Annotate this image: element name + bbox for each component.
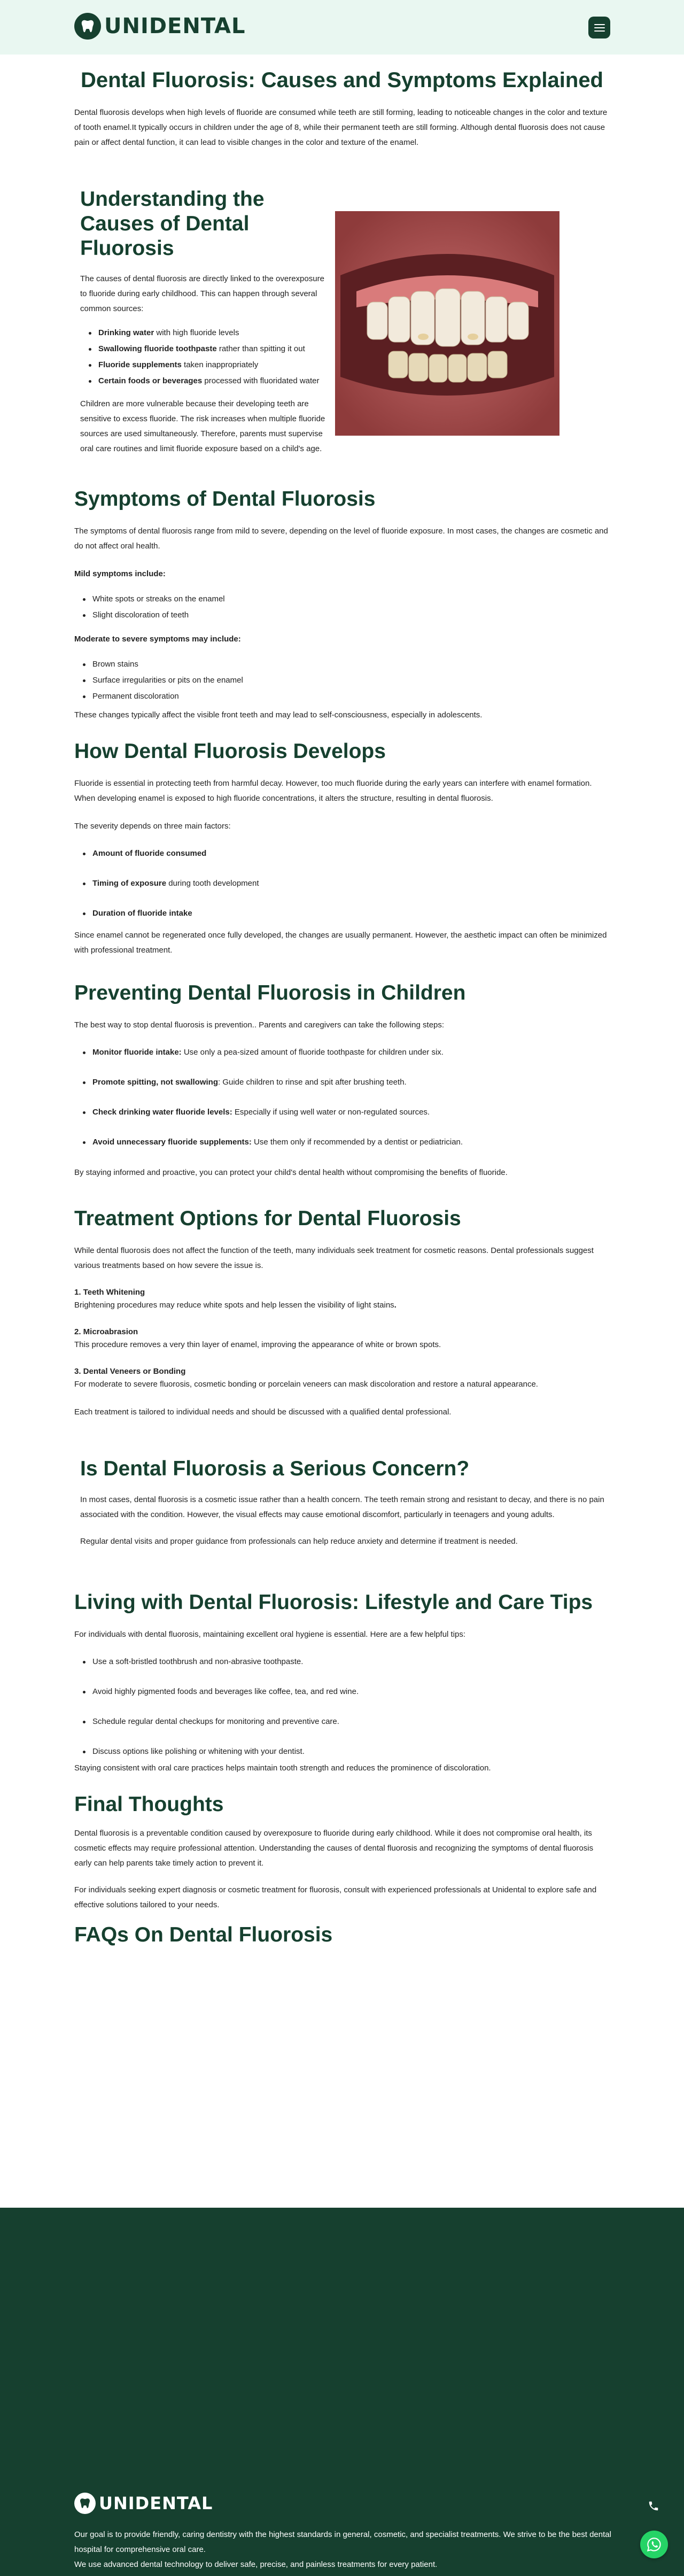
treatment-1-text: Brightening procedures may reduce white spots and help lessen the visibility of light stains. [74,1301,397,1310]
list-item: Check drinking water fluoride levels: Especially if using well water or non-regulated sources. [74,1104,610,1120]
list-item: Schedule regular dental checkups for monitoring and preventive care. [74,1714,610,1730]
footer-logo[interactable] [74,2493,213,2514]
list-item: Swallowing fluoride toothpaste rather than spitting it out [80,341,331,357]
intro-paragraph: Dental fluorosis develops when high levels of fluoride are consumed while teeth are still forming, leading to noticeable changes in the color and texture of tooth enamel.It typically occurs in children under the age of 8, while their permanent teeth are still forming. Although dental fluorosis does not cause pain or affect dental function, it can lead to visible changes in the color and texture of the enamel. [74,108,608,147]
list-item: Discuss options like polishing or whitening with your dentist. [74,1744,610,1760]
living-title: Living with Dental Fluorosis: Lifestyle and Care Tips [74,1591,593,1614]
brand-logo[interactable] [74,13,245,40]
phone-icon[interactable] [648,2500,659,2515]
preventing-intro: The best way to stop dental fluorosis is prevention.. Parents and caregivers can take the following steps: [74,1020,445,1030]
severe-label: Moderate to severe symptoms may include: [74,635,241,644]
footer-desc-1: Our goal is to provide friendly, caring dentistry with the highest standards in general, cosmetic, and specialist treatments. We strive to be the best dental hospital for comprehensive oral care. [74,2530,611,2554]
list-item: Promote spitting, not swallowing: Guide children to rinse and spit after brushing teeth. [74,1074,610,1090]
footer-brand-name: UNIDENTAL [99,2493,213,2513]
list-item: Drinking water with high fluoride levels [80,325,331,341]
causes-outro: Children are more vulnerable because their developing teeth are sensitive to excess fluoride. The risk increases when multiple fluoride sources are used simultaneously. Therefore, parents must supervise oral care routines and limit fluoride exposure based on a child's age. [80,399,325,453]
hamburger-icon-line [594,30,605,32]
treatment-2-text: This procedure removes a very thin layer of enamel, improving the appearance of white or brown spots. [74,1340,441,1349]
list-item: Slight discoloration of teeth [74,607,610,623]
list-item: Avoid unnecessary fluoride supplements: Use them only if recommended by a dentist or pediatrician. [74,1134,610,1150]
preventing-list [74,1045,610,1150]
faq-title: FAQs On Dental Fluorosis [74,1923,333,1946]
list-item: Use a soft-bristled toothbrush and non-abrasive toothpaste. [74,1654,610,1670]
whatsapp-icon [647,2537,662,2552]
severe-list [74,656,610,705]
final-title: Final Thoughts [74,1793,224,1816]
develops-intro: Fluoride is essential in protecting teeth from harmful decay. However, too much fluoride during the early years can interfere with enamel formation. When developing enamel is exposed to high fluoride concentrations, it alters the structure, resulting in dental fluorosis. [74,779,592,803]
treatment-outro: Each treatment is tailored to individual needs and should be discussed with a qualified dental professional. [74,1407,452,1417]
treatment-3-title: 3. Dental Veneers or Bonding [74,1367,186,1376]
list-item: Surface irregularities or pits on the enamel [74,672,610,689]
concern-paragraph-1: In most cases, dental fluorosis is a cosmetic issue rather than a health concern. The teeth remain strong and resistant to decay, and there is no pain associated with the condition. However, the visual effects may cause emotional discomfort, particularly in teenagers and young adults. [80,1495,604,1519]
living-section [74,1591,610,1776]
symptoms-intro: The symptoms of dental fluorosis range from mild to severe, depending on the level of fluoride exposure. In most cases, the changes are cosmetic and do not affect oral health. [74,527,608,551]
list-item: Certain foods or beverages processed with fluoridated water [80,373,331,389]
concern-title: Is Dental Fluorosis a Serious Concern? [80,1457,470,1480]
concern-section [80,1457,609,1549]
treatment-2-title: 2. Microabrasion [74,1327,138,1336]
tooth-icon [74,2493,96,2514]
causes-list [80,325,331,389]
mild-label: Mild symptoms include: [74,569,166,578]
list-item: Brown stains [74,656,610,672]
preventing-outro: By staying informed and proactive, you can protect your child's dental health without compromising the benefits of fluoride. [74,1168,508,1177]
list-item: Permanent discoloration [74,689,610,705]
tips-list [74,1654,610,1760]
list-item: Monitor fluoride intake: Use only a pea-sized amount of fluoride toothpaste for children under six. [74,1045,610,1061]
develops-section [74,740,610,958]
list-item: Duration of fluoride intake [74,906,610,922]
mild-list [74,591,610,623]
hamburger-icon-line [594,27,605,28]
list-item: White spots or streaks on the enamel [74,591,610,607]
intro-section [74,68,610,150]
footer-desc-2: We use advanced dental technology to deliver safe, precise, and painless treatments for every patient. [74,2560,438,2569]
final-paragraph-1: Dental fluorosis is a preventable condition caused by overexposure to fluoride during early childhood. While it does not compromise oral health, its cosmetic effects may require professional attention. Understanding the causes of dental fluorosis and recognizing the symptoms of dental fluorosis early can help parents take timely action to prevent it. [74,1829,594,1868]
list-item: Timing of exposure during tooth development [74,876,610,892]
causes-section [80,187,609,457]
footer-description [74,2527,614,2572]
site-footer [0,2208,684,2576]
list-item: Amount of fluoride consumed [74,846,610,862]
list-item: Avoid highly pigmented foods and beverages like coffee, tea, and red wine. [74,1684,610,1700]
faq-section [74,1923,610,1947]
site-header [0,0,684,55]
symptoms-outro: These changes typically affect the visible front teeth and may lead to self-consciousness, especially in adolescents. [74,710,483,720]
list-item: Fluoride supplements taken inappropriately [80,357,331,373]
treatment-section [74,1207,610,1420]
hamburger-icon-line [594,24,605,25]
causes-title: Understanding the Causes of Dental Fluorosis [80,188,265,260]
symptoms-section [74,488,610,723]
treatment-1-title: 1. Teeth Whitening [74,1288,145,1297]
teeth-photo [335,211,559,436]
causes-intro: The causes of dental fluorosis are directly linked to the overexposure to fluoride during early childhood. This can happen through several common sources: [80,274,324,313]
treatment-intro: While dental fluorosis does not affect the function of the teeth, many individuals seek treatment for cosmetic reasons. Dental professionals suggest various treatments based on how severe the issue is. [74,1246,594,1270]
preventing-title: Preventing Dental Fluorosis in Children [74,981,466,1004]
living-intro: For individuals with dental fluorosis, maintaining excellent oral hygiene is essential. Here are a few helpful tips: [74,1630,466,1639]
tooth-icon [74,13,101,40]
develops-title: How Dental Fluorosis Develops [74,740,386,763]
treatment-3-text: For moderate to severe fluorosis, cosmetic bonding or porcelain veneers can mask discoloration and restore a natural appearance. [74,1380,538,1389]
develops-outro: Since enamel cannot be regenerated once fully developed, the changes are usually permanent. However, the aesthetic impact can often be minimized with professional treatment. [74,931,607,955]
factors-list [74,846,610,922]
preventing-section [74,981,610,1180]
symptoms-title: Symptoms of Dental Fluorosis [74,488,376,510]
final-paragraph-2: For individuals seeking expert diagnosis or cosmetic treatment for fluorosis, consult with experienced professionals at Unidental to explore safe and effective solutions tailored to your needs. [74,1885,597,1909]
brand-name: UNIDENTAL [104,14,246,38]
page-title: Dental Fluorosis: Causes and Symptoms Explained [80,68,603,92]
menu-button[interactable] [588,17,610,38]
concern-paragraph-2: Regular dental visits and proper guidance from professionals can help reduce anxiety and determine if treatment is needed. [80,1537,518,1546]
develops-factors-intro: The severity depends on three main factors: [74,822,231,831]
final-section [74,1793,610,1913]
treatment-title: Treatment Options for Dental Fluorosis [74,1207,461,1230]
living-outro: Staying consistent with oral care practices helps maintain tooth strength and reduces the prominence of discoloration. [74,1763,491,1773]
whatsapp-button[interactable] [640,2531,668,2558]
